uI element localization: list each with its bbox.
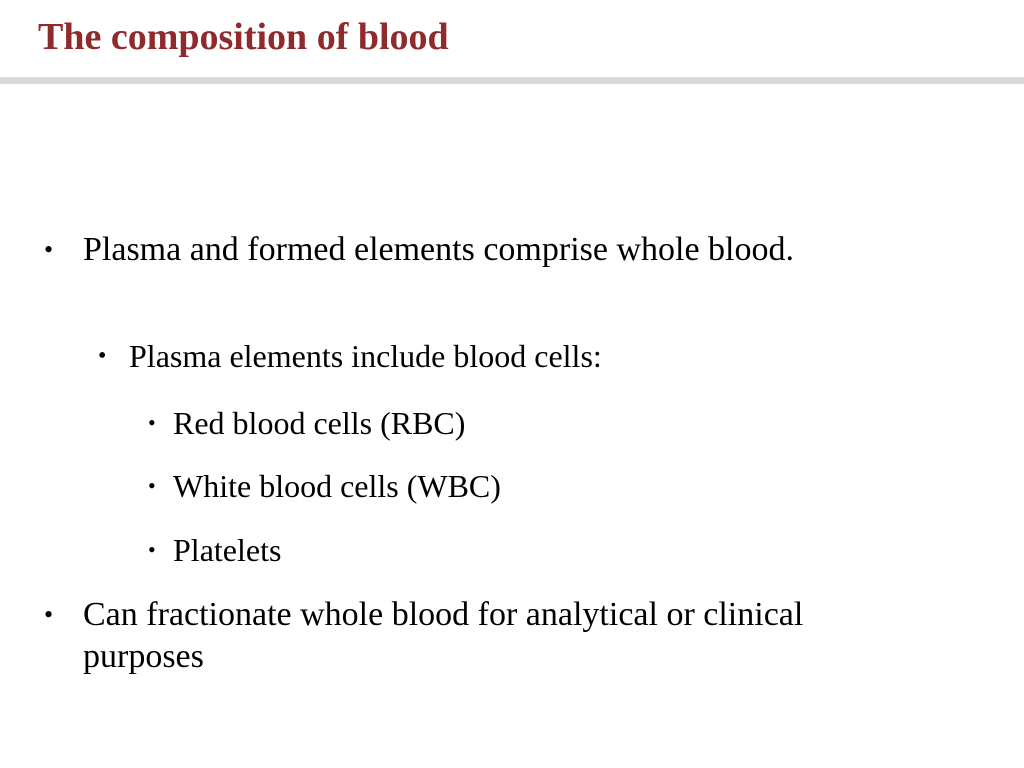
bullet-marker: • xyxy=(148,410,156,435)
bullet-text: Platelets xyxy=(173,532,282,568)
bullet-item xyxy=(44,594,924,678)
slide-title: The composition of blood xyxy=(38,16,449,58)
bullet-item xyxy=(44,229,924,271)
bullet-text: Can fractionate whole blood for analytical or clinical purposes xyxy=(83,596,804,675)
bullet-text: White blood cells (WBC) xyxy=(173,468,501,504)
bullet-item xyxy=(148,530,908,570)
bullet-text: Plasma and formed elements comprise whole blood. xyxy=(83,231,794,268)
bullet-marker: • xyxy=(148,537,156,562)
bullet-marker: • xyxy=(98,343,107,369)
bullet-item xyxy=(148,403,908,443)
bullet-text: Plasma elements include blood cells: xyxy=(129,338,602,374)
bullet-marker: • xyxy=(44,235,54,264)
bullet-marker: • xyxy=(148,473,156,498)
bullet-text: Red blood cells (RBC) xyxy=(173,405,466,441)
bullet-marker: • xyxy=(44,600,54,629)
bullet-item xyxy=(98,336,898,376)
bullet-item xyxy=(148,466,908,506)
